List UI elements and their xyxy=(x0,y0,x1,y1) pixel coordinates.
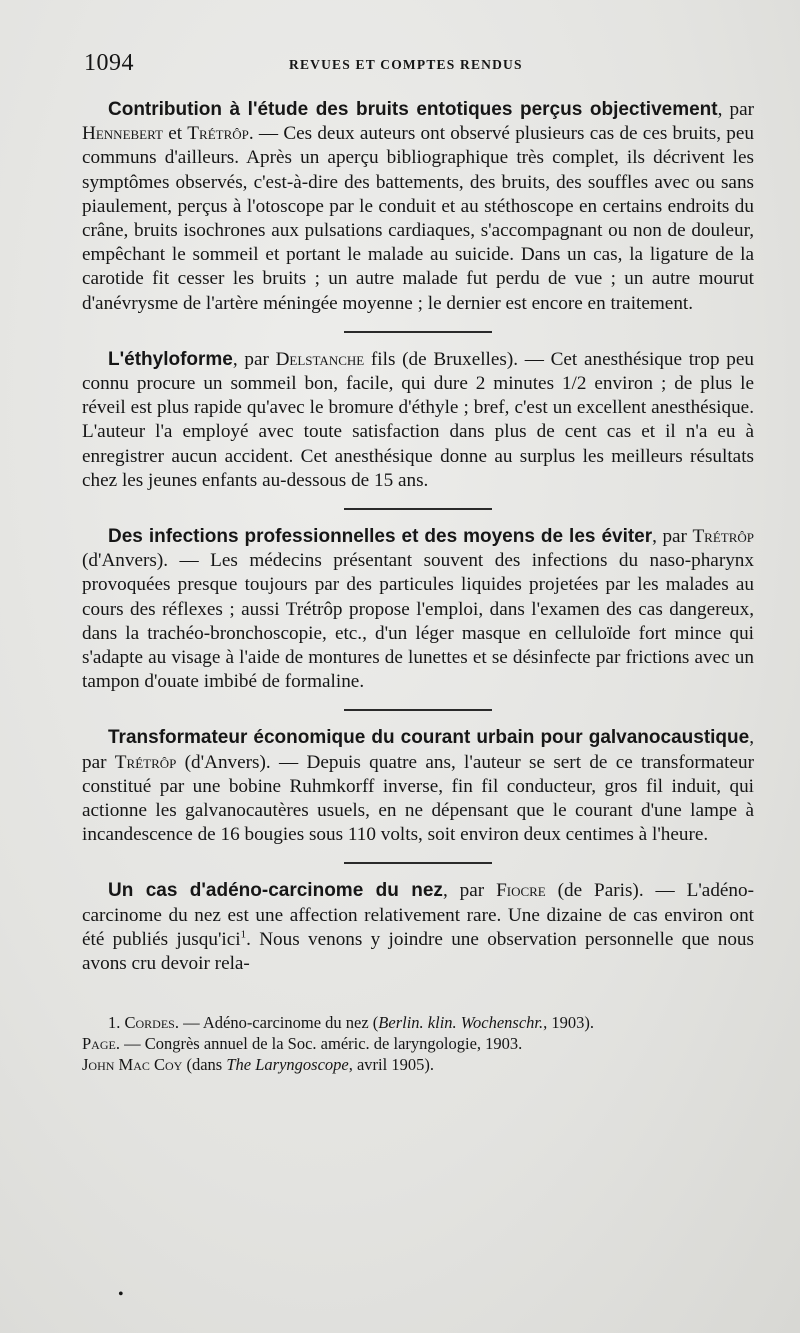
by-text: , par xyxy=(232,348,276,370)
article-title: Des infections professionnelles et des moyens de les éviter xyxy=(108,526,653,548)
article-body: . — Ces deux auteurs ont observé plusieurs cas de ces bruits, peu communs d'ailleurs. Après un aperçu bibliographique très complet, ils décrivent les symptômes observés, c'est-à-dire des battements, des bruits, des souffles avec ou sans piaulement, perçus à l'otoscope par le conduit et au stéthoscope en certains endroits du crâne, bruits isochrones aux pulsations cardiaques, s'accompagnant ou non de douleur, empêchant le sommeil et portant le malade au suicide. Dans un cas, la ligature de la carotide fit cesser les bruits ; un autre malade fut perdu de vue ; un autre mourut d'anévrysme de l'artère méningée moyenne ; le dernier est encore en traitement. xyxy=(82,123,754,314)
running-head: REVUES ET COMPTES RENDUS xyxy=(289,57,523,72)
footnote xyxy=(82,1054,754,1075)
article-adeno-carcinoma xyxy=(82,879,754,976)
footnote-reference: 1 xyxy=(240,928,247,941)
author-affiliation: (d'Anvers) xyxy=(82,550,164,572)
article-body: . — Les médecins présentant souvent des infections du naso-pharynx provoquées presque toujours par des particules liquides projetées par les malades au cours des réflexes ; aussi Trétrôp propose l'emploi, dans l'examen des cas dangereux, dans la trachéo-bronchoscopie, etc., d'un léger masque en celluloïde fort mince qui s'adapte au visage à l'aide de montures de lunettes et se désinfecte par frictions avec un tampon d'ouate imbibé de formaline. xyxy=(82,550,754,693)
footnote-author: Cordes xyxy=(124,1013,175,1033)
footnote-author: John Mac Coy xyxy=(82,1055,183,1075)
separator-rule xyxy=(344,709,492,711)
conjunction: et xyxy=(162,123,188,145)
separator-rule xyxy=(344,508,492,510)
article-body: . — Cet anesthésique trop peu connu procure un sommeil bon, facile, qui dure 2 minutes 1/2 environ ; de plus le réveil est plus rapide qu'avec le bromure d'éthyle ; bref, c'est un excellent anesthésique. L'auteur l'a employé avec toute satisfaction dans plus de cent cas et il n'a eu à enregistrer aucun accident. Cet anesthésique donne au surplus les meilleurs résultats chez les jeunes enfants au-dessous de 15 ans. xyxy=(82,348,754,491)
by-text: , par xyxy=(717,99,755,120)
article-title: Contribution à l'étude des bruits entotiques perçus objectivement xyxy=(108,99,718,120)
footnote-end: , 1903). xyxy=(543,1013,594,1033)
page-content xyxy=(82,98,754,1075)
separator-rule xyxy=(344,862,492,864)
author-affiliation: fils (de Bruxelles) xyxy=(364,348,514,370)
author-name: Hennebert xyxy=(82,123,163,145)
footnote-text: (dans xyxy=(182,1055,227,1075)
article-title: L'éthyloforme xyxy=(108,348,233,370)
author-affiliation: (de Paris) xyxy=(545,880,639,902)
article-body: . — Depuis quatre ans, l'auteur se sert de ce transformateur constitué par une bobine Ruhmkorff inverse, fin fil conducteur, gros fil induit, qui actionne les galvanocautères usuels, en ne dépensant que le courant d'une lampe à incandescence de 16 bougies sous 110 volts, soit environ deux centimes à l'heure. xyxy=(82,751,754,846)
footnote-end: , avril 1905). xyxy=(348,1055,434,1075)
article-body-end: . Nous venons y joindre une observation personnelle que nous avons cru devoir rela- xyxy=(82,928,754,975)
footnote-number: 1. xyxy=(108,1013,121,1033)
author-name: Trétrôp xyxy=(692,526,755,548)
by-text: , par xyxy=(652,526,693,548)
footnotes xyxy=(82,1012,754,1075)
footnote-text: . — Congrès annuel de la Soc. améric. de laryngologie, 1903. xyxy=(115,1034,523,1054)
footnote-source: The Laryngoscope xyxy=(226,1055,349,1075)
article-ethyloforme xyxy=(82,348,754,493)
footnote-author: Page xyxy=(82,1034,116,1054)
page-number: 1094 xyxy=(84,50,134,76)
article-transformer xyxy=(82,726,754,847)
author-name: Trétrôp xyxy=(187,123,249,145)
footnote-text: . — Adéno-carcinome du nez ( xyxy=(174,1013,379,1033)
author-name: Fiocre xyxy=(496,880,546,902)
author-name: Trétrôp xyxy=(114,751,177,773)
article-body: . — L'adéno-carcinome du nez est une affection relativement rare. Une dizaine de cas environ ont été publiés jusqu'ici xyxy=(82,880,755,950)
author-affiliation: (d'Anvers) xyxy=(176,751,266,773)
page-header xyxy=(84,50,774,84)
article-entotic-noises xyxy=(82,98,754,316)
footnote-source: Berlin. klin. Wochenschr. xyxy=(378,1013,544,1033)
author-name: Delstanche xyxy=(275,348,365,370)
footnote xyxy=(82,1012,754,1033)
footnote xyxy=(82,1033,754,1054)
separator-rule xyxy=(344,331,492,333)
article-title: Un cas d'adéno-carcinome du nez xyxy=(108,880,443,902)
article-professional-infections xyxy=(82,525,754,694)
by-text: , par xyxy=(442,880,497,902)
by-text: , par xyxy=(82,727,754,773)
printer-mark: • xyxy=(118,1286,124,1303)
article-title: Transformateur économique du courant urbain pour galvanocaustique xyxy=(108,727,750,749)
